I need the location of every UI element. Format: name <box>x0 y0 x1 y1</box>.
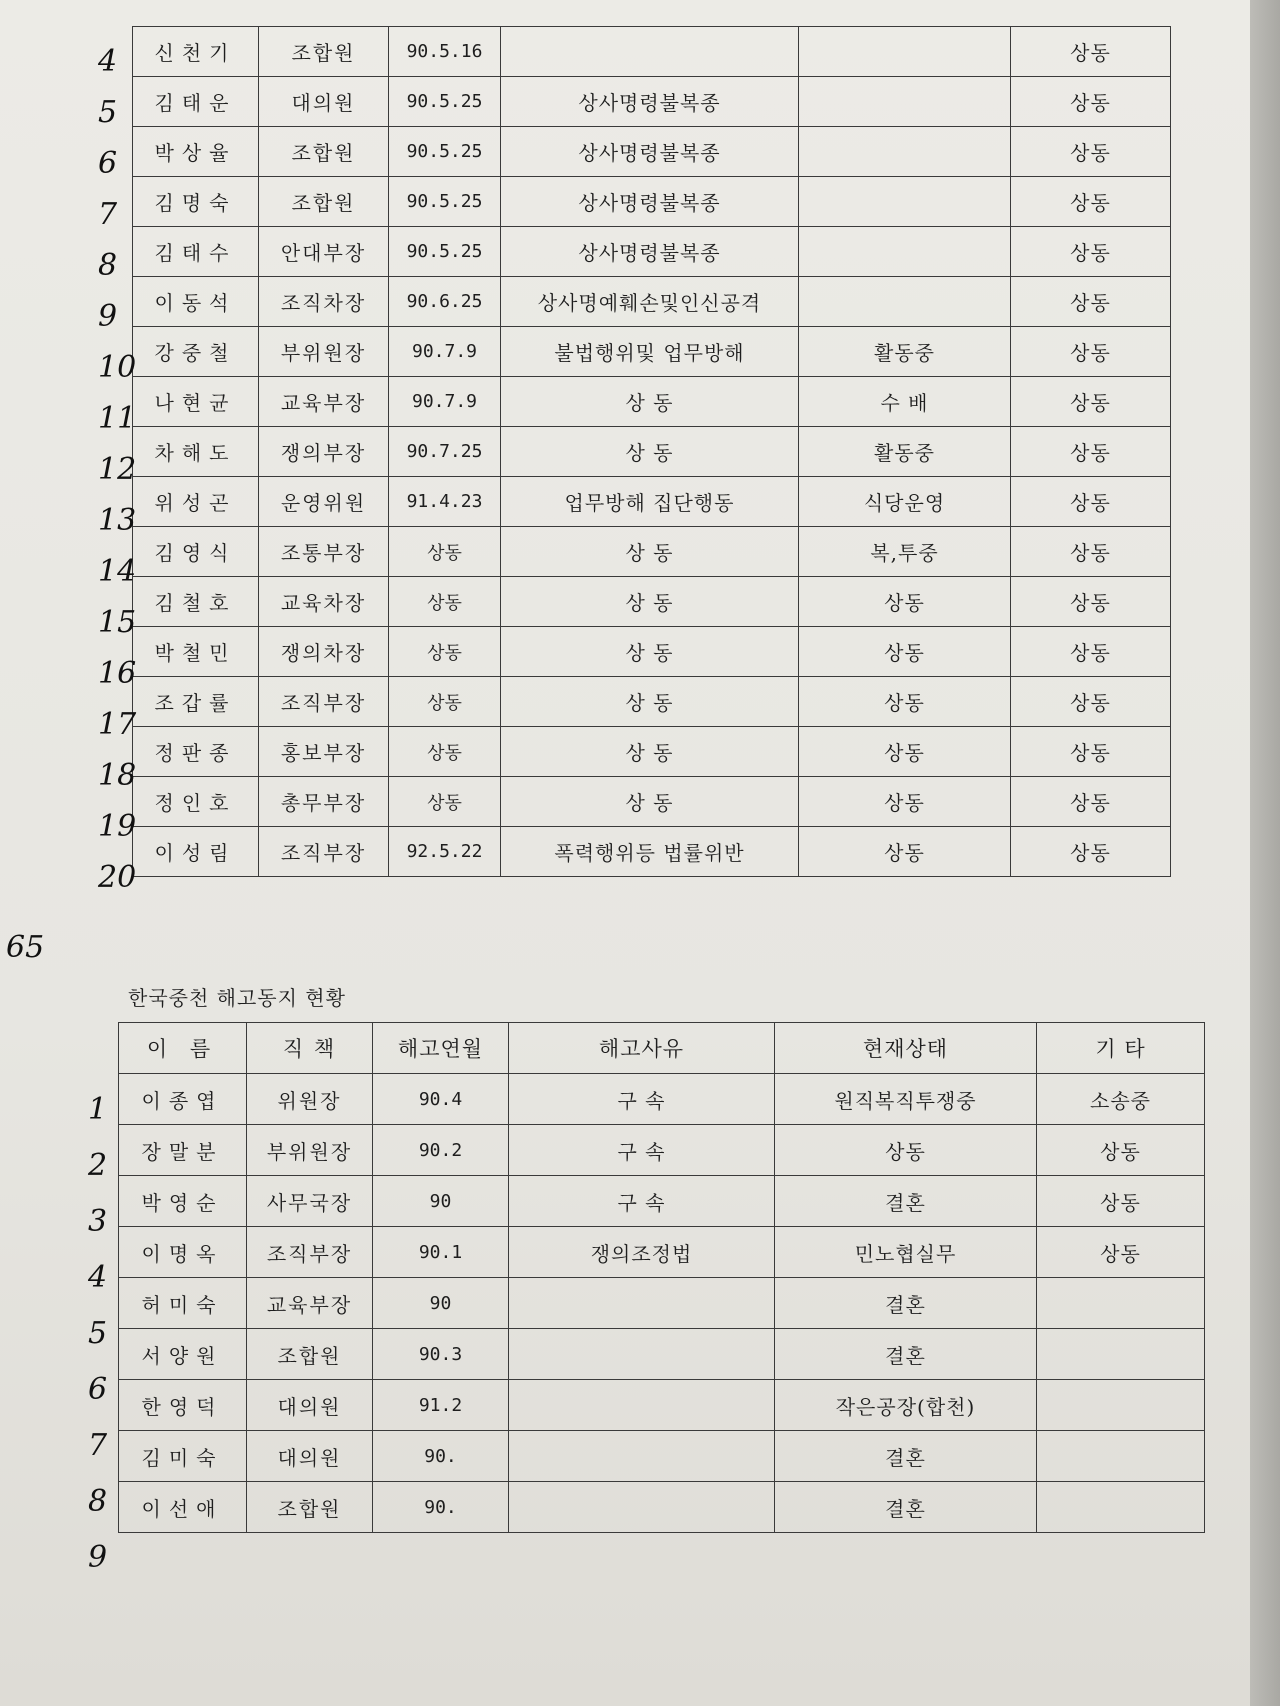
cell-reason: 상사명령불복종 <box>501 77 799 127</box>
cell-name: 차해도 <box>133 427 259 477</box>
cell-reason: 구 속 <box>509 1176 775 1227</box>
cell-note: 상동 <box>1011 527 1171 577</box>
row-number-handwritten: 8 <box>88 1484 108 1519</box>
cell-note: 소송중 <box>1037 1074 1205 1125</box>
cell-date: 91.4.23 <box>389 477 501 527</box>
cell-status: 결혼 <box>775 1329 1037 1380</box>
cell-position: 교육차장 <box>259 577 389 627</box>
cell-status: 상동 <box>775 1125 1037 1176</box>
cell-date: 90. <box>373 1482 509 1533</box>
cell-position: 총무부장 <box>259 777 389 827</box>
row-number-handwritten: 8 <box>98 248 118 283</box>
cell-status <box>799 27 1011 77</box>
cell-status: 수 배 <box>799 377 1011 427</box>
cell-date: 90.2 <box>373 1125 509 1176</box>
cell-name: 한영덕 <box>119 1380 247 1431</box>
row-number-handwritten: 6 <box>98 146 118 181</box>
cell-status: 민노협실무 <box>775 1227 1037 1278</box>
cell-reason <box>509 1329 775 1380</box>
cell-position: 교육부장 <box>247 1278 373 1329</box>
cell-note <box>1037 1482 1205 1533</box>
table-row <box>133 77 1171 127</box>
row-number-handwritten: 4 <box>98 44 118 79</box>
cell-date: 90 <box>373 1176 509 1227</box>
cell-note: 상동 <box>1011 827 1171 877</box>
row-number-handwritten: 5 <box>88 1316 108 1351</box>
cell-date: 90.5.25 <box>389 177 501 227</box>
row-number-handwritten: 7 <box>88 1428 108 1463</box>
table-row <box>133 127 1171 177</box>
cell-note <box>1037 1431 1205 1482</box>
hanguk-jungcheon-dismissed-table <box>118 1022 1205 1533</box>
cell-name: 김태운 <box>133 77 259 127</box>
cell-reason: 구 속 <box>509 1125 775 1176</box>
header-name: 이 름 <box>119 1023 247 1074</box>
cell-name: 위성곤 <box>133 477 259 527</box>
cell-status <box>799 127 1011 177</box>
cell-date: 90.7.9 <box>389 327 501 377</box>
cell-status: 결혼 <box>775 1482 1037 1533</box>
cell-position: 위원장 <box>247 1074 373 1125</box>
row-number-handwritten: 7 <box>98 197 118 232</box>
table-row <box>119 1074 1205 1125</box>
section-title: 한국중천 해고동지 현황 <box>128 986 346 1010</box>
cell-status: 결혼 <box>775 1278 1037 1329</box>
cell-reason: 상 동 <box>501 577 799 627</box>
cell-status: 상동 <box>799 827 1011 877</box>
cell-note: 상동 <box>1011 327 1171 377</box>
table-row <box>133 177 1171 227</box>
table-row <box>119 1329 1205 1380</box>
cell-reason: 상사명령불복종 <box>501 127 799 177</box>
cell-position: 홍보부장 <box>259 727 389 777</box>
cell-status: 결혼 <box>775 1176 1037 1227</box>
cell-reason <box>509 1482 775 1533</box>
cell-reason: 상 동 <box>501 527 799 577</box>
cell-note: 상동 <box>1011 377 1171 427</box>
table-row <box>133 577 1171 627</box>
cell-name: 박영순 <box>119 1176 247 1227</box>
cell-name: 정인호 <box>133 777 259 827</box>
cell-note: 상동 <box>1011 177 1171 227</box>
cell-status <box>799 277 1011 327</box>
page-edge-shadow <box>1250 0 1280 1706</box>
cell-name: 정판종 <box>133 727 259 777</box>
row-number-handwritten: 17 <box>98 707 137 742</box>
row-number-handwritten: 12 <box>98 452 137 487</box>
cell-reason: 구 속 <box>509 1074 775 1125</box>
cell-note: 상동 <box>1011 427 1171 477</box>
table-row <box>133 677 1171 727</box>
cell-position: 부위원장 <box>259 327 389 377</box>
cell-note <box>1037 1278 1205 1329</box>
cell-reason: 상 동 <box>501 627 799 677</box>
cell-reason: 상 동 <box>501 677 799 727</box>
cell-position: 대의원 <box>259 77 389 127</box>
cell-name: 허미숙 <box>119 1278 247 1329</box>
cell-position: 조통부장 <box>259 527 389 577</box>
cell-reason: 불법행위및 업무방해 <box>501 327 799 377</box>
cell-note: 상동 <box>1011 477 1171 527</box>
cell-name: 김명숙 <box>133 177 259 227</box>
cell-reason: 상사명령불복종 <box>501 177 799 227</box>
cell-date: 90.7.9 <box>389 377 501 427</box>
cell-status: 복,투중 <box>799 527 1011 577</box>
cell-note: 상동 <box>1011 627 1171 677</box>
dismissed-workers-table-continued <box>132 26 1171 877</box>
table-row <box>119 1125 1205 1176</box>
cell-position: 조직부장 <box>259 827 389 877</box>
row-number-handwritten: 16 <box>98 656 137 691</box>
cell-reason: 상 동 <box>501 427 799 477</box>
cell-reason: 업무방해 집단행동 <box>501 477 799 527</box>
cell-status: 상동 <box>799 727 1011 777</box>
table-row <box>119 1482 1205 1533</box>
table-row <box>133 627 1171 677</box>
cell-position: 부위원장 <box>247 1125 373 1176</box>
row-number-handwritten: 9 <box>88 1540 108 1575</box>
cell-date: 90.3 <box>373 1329 509 1380</box>
cell-date: 90.5.16 <box>389 27 501 77</box>
table-row <box>133 27 1171 77</box>
cell-date: 90.1 <box>373 1227 509 1278</box>
row-number-handwritten: 20 <box>98 860 137 895</box>
cell-name: 이선애 <box>119 1482 247 1533</box>
cell-position: 대의원 <box>247 1380 373 1431</box>
cell-position: 쟁의차장 <box>259 627 389 677</box>
header-dismissal-reason: 해고사유 <box>509 1023 775 1074</box>
cell-note: 상동 <box>1037 1125 1205 1176</box>
cell-name: 박철민 <box>133 627 259 677</box>
cell-position: 조합원 <box>259 127 389 177</box>
cell-reason <box>509 1431 775 1482</box>
table-row <box>133 377 1171 427</box>
cell-reason: 상 동 <box>501 727 799 777</box>
cell-note: 상동 <box>1011 27 1171 77</box>
cell-date: 상동 <box>389 527 501 577</box>
cell-reason: 상사명예훼손및인신공격 <box>501 277 799 327</box>
header-other: 기 타 <box>1037 1023 1205 1074</box>
cell-status: 상동 <box>799 777 1011 827</box>
row-number-handwritten: 3 <box>88 1204 108 1239</box>
cell-date: 90. <box>373 1431 509 1482</box>
cell-note: 상동 <box>1011 677 1171 727</box>
cell-position: 조합원 <box>247 1329 373 1380</box>
cell-name: 이성림 <box>133 827 259 877</box>
table-row <box>119 1380 1205 1431</box>
cell-name: 이종엽 <box>119 1074 247 1125</box>
cell-reason <box>509 1380 775 1431</box>
cell-reason <box>501 27 799 77</box>
cell-date: 90.6.25 <box>389 277 501 327</box>
table-row <box>119 1176 1205 1227</box>
header-current-status: 현재상태 <box>775 1023 1037 1074</box>
cell-note: 상동 <box>1011 727 1171 777</box>
row-number-handwritten: 13 <box>98 503 137 538</box>
table-row <box>133 527 1171 577</box>
row-number-handwritten: 4 <box>88 1260 108 1295</box>
cell-date: 90.5.25 <box>389 227 501 277</box>
cell-date: 92.5.22 <box>389 827 501 877</box>
cell-name: 박상율 <box>133 127 259 177</box>
row-number-handwritten: 14 <box>98 554 137 589</box>
cell-date: 91.2 <box>373 1380 509 1431</box>
cell-name: 이명옥 <box>119 1227 247 1278</box>
row-number-handwritten: 15 <box>98 605 137 640</box>
cell-reason: 상 동 <box>501 777 799 827</box>
cell-note <box>1037 1380 1205 1431</box>
cell-date: 90.5.25 <box>389 127 501 177</box>
cell-date: 90 <box>373 1278 509 1329</box>
row-number-handwritten: 10 <box>98 350 137 385</box>
table-row <box>133 227 1171 277</box>
table-row <box>133 327 1171 377</box>
cell-status: 상동 <box>799 627 1011 677</box>
cell-status: 결혼 <box>775 1431 1037 1482</box>
row-number-handwritten: 5 <box>98 95 118 130</box>
row-number-handwritten: 2 <box>88 1148 108 1183</box>
cell-position: 조합원 <box>247 1482 373 1533</box>
table-row <box>133 727 1171 777</box>
cell-position: 교육부장 <box>259 377 389 427</box>
cell-note: 상동 <box>1011 277 1171 327</box>
cell-date: 90.7.25 <box>389 427 501 477</box>
cell-name: 장말분 <box>119 1125 247 1176</box>
cell-status: 작은공장(합천) <box>775 1380 1037 1431</box>
cell-position: 쟁의부장 <box>259 427 389 477</box>
cell-date: 상동 <box>389 577 501 627</box>
cell-status <box>799 77 1011 127</box>
cell-status: 활동중 <box>799 327 1011 377</box>
cell-status: 활동중 <box>799 427 1011 477</box>
cell-position: 운영위원 <box>259 477 389 527</box>
cell-note: 상동 <box>1011 127 1171 177</box>
cell-name: 김태수 <box>133 227 259 277</box>
cell-date: 상동 <box>389 677 501 727</box>
cell-name: 이동석 <box>133 277 259 327</box>
cell-note: 상동 <box>1037 1176 1205 1227</box>
row-number-handwritten: 19 <box>98 809 137 844</box>
table-row <box>119 1278 1205 1329</box>
cell-name: 조갑률 <box>133 677 259 727</box>
cell-position: 조직부장 <box>259 677 389 727</box>
cell-reason: 쟁의조정법 <box>509 1227 775 1278</box>
cell-reason <box>509 1278 775 1329</box>
row-number-handwritten: 1 <box>88 1092 108 1127</box>
cell-date: 90.5.25 <box>389 77 501 127</box>
cell-status: 식당운영 <box>799 477 1011 527</box>
table-row <box>133 477 1171 527</box>
table-row <box>119 1227 1205 1278</box>
cell-position: 조직부장 <box>247 1227 373 1278</box>
cell-position: 조합원 <box>259 177 389 227</box>
row-number-handwritten: 9 <box>98 299 118 334</box>
cell-status <box>799 227 1011 277</box>
cell-note <box>1037 1329 1205 1380</box>
cell-status: 상동 <box>799 677 1011 727</box>
cell-status: 원직복직투쟁중 <box>775 1074 1037 1125</box>
cell-note: 상동 <box>1011 577 1171 627</box>
cell-date: 상동 <box>389 777 501 827</box>
cell-name: 서양원 <box>119 1329 247 1380</box>
cell-name: 강중철 <box>133 327 259 377</box>
cell-date: 90.4 <box>373 1074 509 1125</box>
header-dismissal-date: 해고연월 <box>373 1023 509 1074</box>
cell-note: 상동 <box>1037 1227 1205 1278</box>
cell-reason: 상사명령불복종 <box>501 227 799 277</box>
table-header-row <box>119 1023 1205 1074</box>
cell-position: 안대부장 <box>259 227 389 277</box>
cell-status: 상동 <box>799 577 1011 627</box>
cell-date: 상동 <box>389 627 501 677</box>
cell-position: 대의원 <box>247 1431 373 1482</box>
cell-reason: 상 동 <box>501 377 799 427</box>
cell-position: 조직차장 <box>259 277 389 327</box>
row-number-handwritten: 6 <box>88 1372 108 1407</box>
cell-name: 김철호 <box>133 577 259 627</box>
table-row <box>133 277 1171 327</box>
row-number-handwritten: 11 <box>98 401 137 436</box>
table-row <box>133 827 1171 877</box>
cell-position: 사무국장 <box>247 1176 373 1227</box>
cell-name: 김미숙 <box>119 1431 247 1482</box>
margin-note: 65 <box>6 930 45 965</box>
cell-note: 상동 <box>1011 777 1171 827</box>
table-row <box>133 427 1171 477</box>
cell-name: 김영식 <box>133 527 259 577</box>
cell-position: 조합원 <box>259 27 389 77</box>
table-row <box>119 1431 1205 1482</box>
row-number-handwritten: 18 <box>98 758 137 793</box>
cell-status <box>799 177 1011 227</box>
cell-note: 상동 <box>1011 227 1171 277</box>
cell-name: 나현균 <box>133 377 259 427</box>
table-row <box>133 777 1171 827</box>
cell-date: 상동 <box>389 727 501 777</box>
cell-reason: 폭력행위등 법률위반 <box>501 827 799 877</box>
cell-name: 신천기 <box>133 27 259 77</box>
cell-note: 상동 <box>1011 77 1171 127</box>
header-position: 직 책 <box>247 1023 373 1074</box>
